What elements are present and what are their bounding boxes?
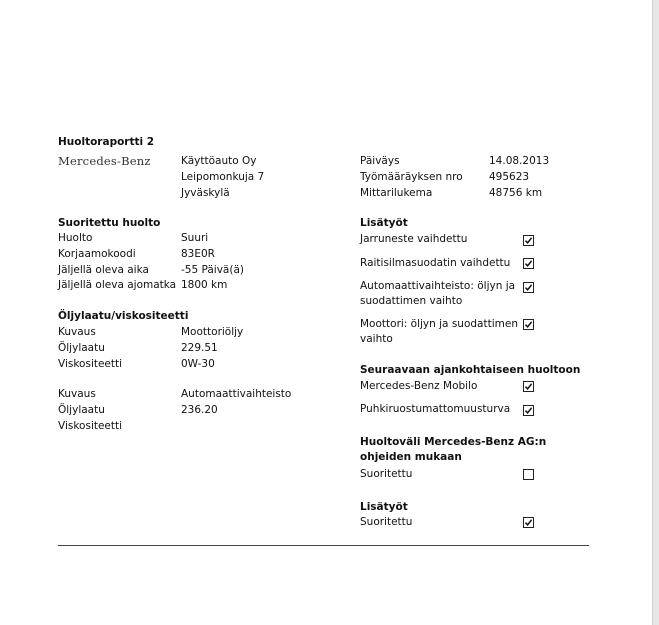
workshop-code-label: Korjaamokoodi <box>58 247 136 260</box>
checkmark-icon <box>524 236 533 245</box>
oil1-description-label: Kuvaus <box>58 326 96 338</box>
odometer-label: Mittarilukema <box>360 186 433 199</box>
oil2-viscosity-label: Viskositeetti <box>58 419 123 432</box>
checkbox[interactable] <box>523 282 534 293</box>
oil2-description-label: Kuvaus <box>58 388 96 400</box>
work-order-value: 495623 <box>489 170 530 183</box>
dealer-street: Leipomonkuja 7 <box>181 170 265 183</box>
date-label: Päiväys <box>360 155 400 167</box>
date-value: 14.08.2013 <box>489 155 550 167</box>
checkmark-icon <box>524 283 533 292</box>
oil1-description-value: Moottoriöljy <box>181 326 244 338</box>
oil-block1-labels <box>58 325 122 372</box>
oil1-viscosity-label: Viskositeetti <box>58 357 123 370</box>
checkbox[interactable] <box>523 381 534 392</box>
checkmark-icon <box>524 518 533 527</box>
checkbox[interactable] <box>523 405 534 416</box>
next-item-label: Mercedes-Benz Mobilo <box>360 380 478 392</box>
report-title: Huoltoraportti 2 <box>58 136 155 148</box>
extras2-item-label: Suoritettu <box>360 516 413 528</box>
checkmark-icon <box>524 406 533 415</box>
service-type-value: Suuri <box>181 232 209 244</box>
checkbox[interactable] <box>523 469 534 480</box>
odometer-value: 48756 km <box>489 186 543 199</box>
checkmark-icon <box>524 382 533 391</box>
extras-item-label: Raitisilmasuodatin vaihdettu <box>360 257 511 269</box>
oil2-description-value: Automaattivaihteisto <box>181 388 292 400</box>
interval-heading: Huoltoväli Mercedes-Benz AG:n ohjeiden mukaan <box>360 436 547 463</box>
oil1-grade-value: 229.51 <box>181 341 218 354</box>
remaining-time-value: -55 Päivä(ä) <box>181 263 244 276</box>
oil-block2-labels <box>58 387 122 434</box>
oil-heading: Öljylaatu/viskositeetti <box>58 310 189 322</box>
dealer-city: Jyväskylä <box>181 186 230 199</box>
workshop-code-value: 83E0R <box>181 247 215 260</box>
next-item-label: Puhkiruostumattomuusturva <box>360 403 511 415</box>
service-type-label: Huolto <box>58 232 93 244</box>
dealer-name: Käyttöauto Oy <box>181 155 257 167</box>
checkbox[interactable] <box>523 319 534 330</box>
extras2-heading: Lisätyöt <box>360 501 408 513</box>
service-heading: Suoritettu huolto <box>58 217 161 229</box>
oil2-grade-label: Öljylaatu <box>58 403 105 416</box>
interval-item-label: Suoritettu <box>360 468 413 480</box>
checkbox[interactable] <box>523 258 534 269</box>
oil2-grade-value: 236.20 <box>181 403 218 416</box>
oil1-viscosity-value: 0W-30 <box>181 357 215 370</box>
brand-logo-text: Mercedes-Benz <box>58 154 151 168</box>
oil1-grade-label: Öljylaatu <box>58 341 105 354</box>
extras-heading: Lisätyöt <box>360 217 408 229</box>
info-labels <box>360 154 463 201</box>
vertical-scrollbar[interactable] <box>652 0 659 625</box>
checkmark-icon <box>524 259 533 268</box>
extras-item-label: Moottori: öljyn ja suodattimen vaihto <box>360 318 518 345</box>
remaining-distance-value: 1800 km <box>181 279 228 292</box>
service-labels <box>58 231 176 294</box>
service-values <box>181 231 244 294</box>
remaining-distance-label: Jäljellä oleva ajomatka <box>58 279 177 292</box>
checkbox[interactable] <box>523 235 534 246</box>
checkbox[interactable] <box>523 517 534 528</box>
work-order-label: Työmääräyksen nro <box>360 170 463 183</box>
checkmark-icon <box>524 320 533 329</box>
next-service-heading: Seuraavaan ajankohtaiseen huoltoon <box>360 364 581 376</box>
extras-item-label: Jarruneste vaihdettu <box>360 233 468 245</box>
oil-block1-values <box>181 325 243 372</box>
oil-block2-values <box>181 387 291 419</box>
extras-item-label: Automaattivaihteisto: öljyn ja suodattimen vaihto <box>360 280 516 307</box>
info-values <box>489 154 549 201</box>
remaining-time-label: Jäljellä oleva aika <box>58 263 149 276</box>
dealer-address <box>181 154 264 201</box>
bottom-divider <box>58 545 589 546</box>
